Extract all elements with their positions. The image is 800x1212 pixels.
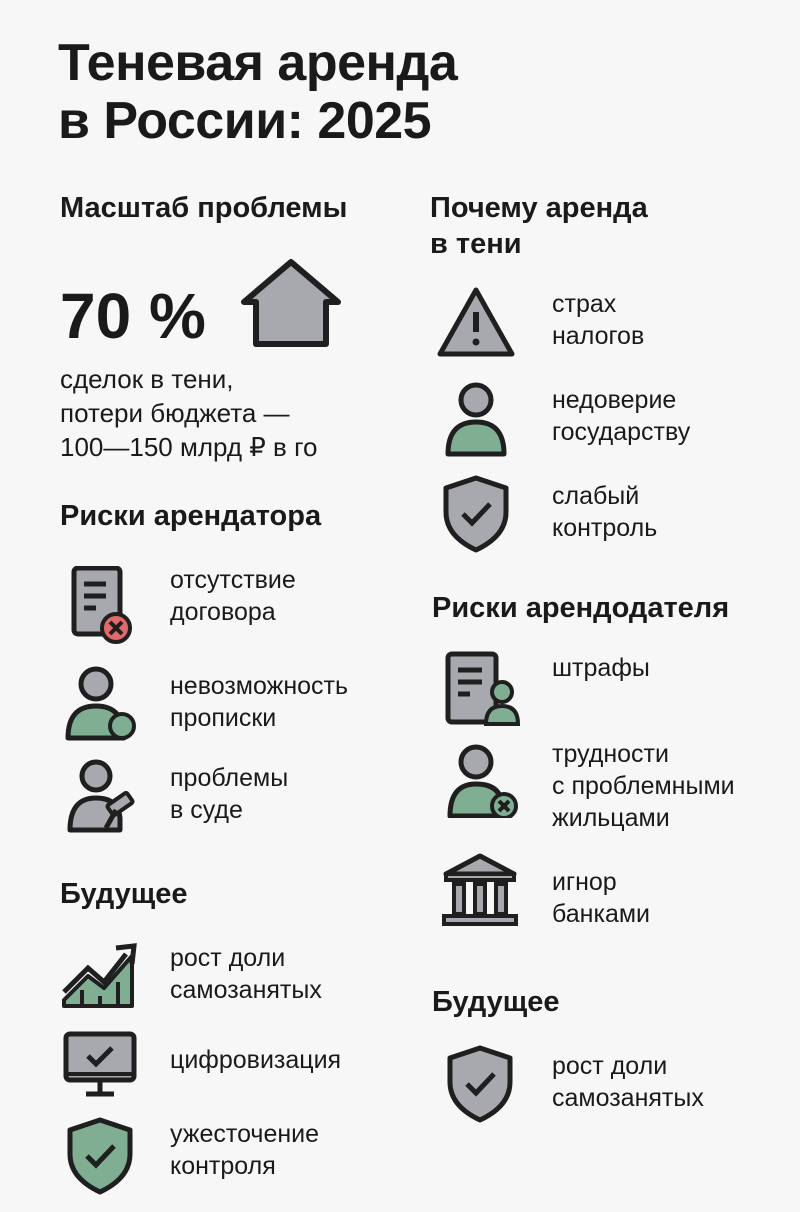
monitor-check-icon (60, 1030, 140, 1110)
page-title (58, 34, 457, 150)
list-item (60, 758, 440, 854)
list-item (60, 566, 440, 662)
item-text-line: прописки (170, 704, 277, 732)
item-text-line: рост доли (170, 944, 286, 972)
item-text-line: штрафы (552, 654, 650, 682)
shield-check-icon (436, 474, 516, 554)
item-text-line: государству (552, 418, 691, 446)
item-text-line: контроль (552, 514, 658, 542)
list-item (436, 474, 800, 570)
user-badge-icon (60, 664, 140, 744)
house-icon (238, 258, 344, 350)
user-icon (436, 380, 516, 460)
item-text-line: цифровизация (170, 1046, 342, 1074)
growth-chart-icon (60, 940, 140, 1020)
shadow-share-value: 70 % (60, 280, 206, 352)
item-text-line: в суде (170, 796, 243, 824)
scale-heading: Масштаб проблемы (60, 192, 348, 224)
item-text-line: страх (552, 290, 617, 318)
future-heading-right: Будущее (432, 986, 560, 1018)
scale-desc-line-2: потери бюджета — (60, 398, 290, 428)
list-item (436, 284, 800, 380)
shield-check-icon (60, 1116, 140, 1196)
list-item (440, 1044, 800, 1140)
scale-desc-line-1: сделок в тени, (60, 364, 234, 394)
item-text-line: игнор (552, 868, 617, 896)
why-heading-line-2: в тени (430, 228, 522, 260)
item-text-line: договора (170, 598, 276, 626)
document-user-icon (440, 650, 520, 730)
item-text-line: жильцами (552, 804, 670, 832)
landlord-risks-heading: Риски арендодателя (432, 592, 730, 624)
item-text-line: самозанятых (170, 976, 322, 1004)
item-text-line: ужесточение (170, 1120, 320, 1148)
list-item (60, 664, 440, 760)
warning-icon (436, 284, 516, 364)
bank-icon (440, 852, 520, 932)
item-text-line: с проблемными (552, 772, 735, 800)
item-text-line: недоверие (552, 386, 677, 414)
future-heading-left: Будущее (60, 878, 188, 910)
why-heading (430, 190, 648, 262)
item-text-line: самозанятых (552, 1084, 704, 1112)
list-item (60, 940, 440, 1036)
user-cancel-icon (440, 738, 520, 818)
item-text-line: налогов (552, 322, 645, 350)
contract-cancel-icon (60, 566, 140, 646)
user-gavel-icon (60, 758, 140, 838)
list-item (60, 1116, 440, 1212)
scale-desc-line-3: 100—150 млрд ₽ в го (60, 432, 318, 462)
item-text-line: проблемы (170, 764, 289, 792)
item-text-line: рост доли (552, 1052, 668, 1080)
why-heading-line-1: Почему аренда (430, 192, 648, 224)
item-text-line: контроля (170, 1152, 276, 1180)
shield-check-icon (440, 1044, 520, 1124)
item-text-line: отсутствие (170, 566, 296, 594)
list-item (60, 1030, 440, 1126)
scale-description (60, 362, 317, 464)
item-text-line: трудности (552, 740, 669, 768)
title-line-2: в России: 2025 (58, 92, 432, 150)
list-item (436, 380, 800, 476)
item-text-line: банками (552, 900, 650, 928)
item-text-line: слабый (552, 482, 640, 510)
list-item (440, 852, 800, 948)
tenant-risks-heading: Риски арендатора (60, 500, 322, 532)
title-line-1: Теневая аренда (58, 34, 458, 92)
list-item (440, 738, 800, 834)
list-item (440, 650, 800, 746)
item-text-line: невозможность (170, 672, 349, 700)
